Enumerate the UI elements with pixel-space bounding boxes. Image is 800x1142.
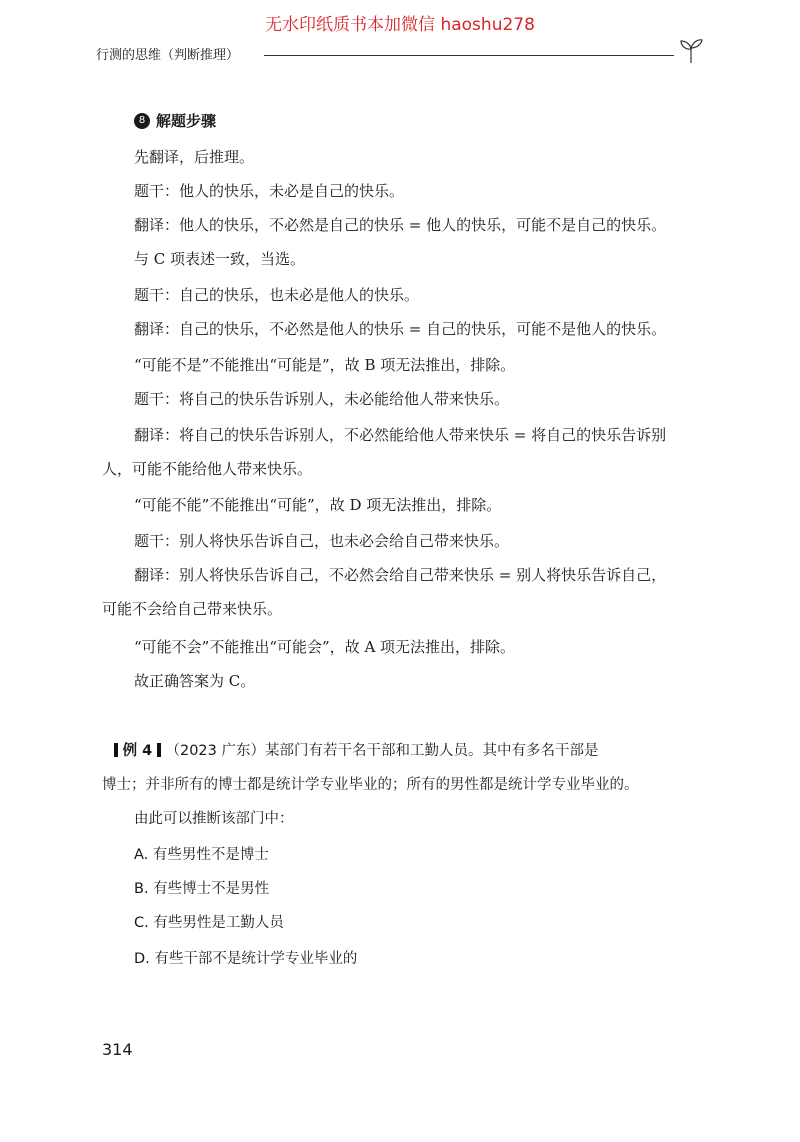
step-line: 翻译：别人将快乐告诉自己，不必然会给自己带来快乐 = 别人将快乐告诉自己， [134, 566, 667, 584]
step-line: 人，可能不能给他人带来快乐。 [102, 460, 313, 478]
watermark-text: 无水印纸质书本加微信 haoshu278 [265, 15, 535, 35]
example-stem-text: （2023 广东）某部门有若干名干部和工勤人员。其中有多名干部是 [165, 743, 599, 759]
step-line: “可能不会”不能推出“可能会”，故 A 项无法推出，排除。 [134, 638, 516, 656]
step-line: 题干：别人将快乐告诉自己，也未必会给自己带来快乐。 [134, 532, 510, 550]
sprout-icon [678, 36, 704, 64]
example-label: 例 4 [122, 743, 153, 759]
header-rule [264, 55, 674, 56]
step-line: 翻译：他人的快乐，不必然是自己的快乐 = 他人的快乐，可能不是自己的快乐。 [134, 216, 667, 234]
option-a: A. 有些男性不是博士 [134, 847, 269, 863]
example-stem-line1 [114, 740, 598, 762]
step-badge-icon: 8 [134, 113, 150, 129]
option-c: C. 有些男性是工勤人员 [134, 915, 284, 931]
step-line: 题干：他人的快乐，未必是自己的快乐。 [134, 182, 405, 200]
step-line: 故正确答案为 C。 [134, 672, 256, 690]
example-stem-line2: 博士；并非所有的博士都是统计学专业毕业的；所有的男性都是统计学专业毕业的。 [102, 777, 639, 793]
step-line: 可能不会给自己带来快乐。 [102, 600, 283, 618]
bar-marker-icon [114, 743, 118, 757]
section-heading [134, 110, 216, 131]
option-d: D. 有些干部不是统计学专业毕业的 [134, 951, 358, 967]
running-header [96, 42, 706, 68]
step-line: “可能不是”不能推出“可能是”，故 B 项无法推出，排除。 [134, 356, 516, 374]
step-line: 与 C 项表述一致，当选。 [134, 250, 306, 268]
example-question: 由此可以推断该部门中： [134, 811, 294, 827]
step-line: 题干：将自己的快乐告诉别人，未必能给他人带来快乐。 [134, 390, 510, 408]
step-line: 翻译：自己的快乐，不必然是他人的快乐 = 自己的快乐，可能不是他人的快乐。 [134, 320, 667, 338]
step-line: 题干：自己的快乐，也未必是他人的快乐。 [134, 286, 420, 304]
option-b: B. 有些博士不是男性 [134, 881, 270, 897]
bar-marker-icon [157, 743, 161, 757]
page-number: 314 [102, 1040, 133, 1059]
section-title: 解题步骤 [156, 112, 217, 130]
step-line: 先翻译，后推理。 [134, 148, 255, 166]
step-line: “可能不能”不能推出“可能”，故 D 项无法推出，排除。 [134, 496, 502, 514]
step-line: 翻译：将自己的快乐告诉别人，不必然能给他人带来快乐 = 将自己的快乐告诉别 [134, 426, 667, 444]
header-title: 行测的思维（判断推理） [96, 48, 240, 63]
